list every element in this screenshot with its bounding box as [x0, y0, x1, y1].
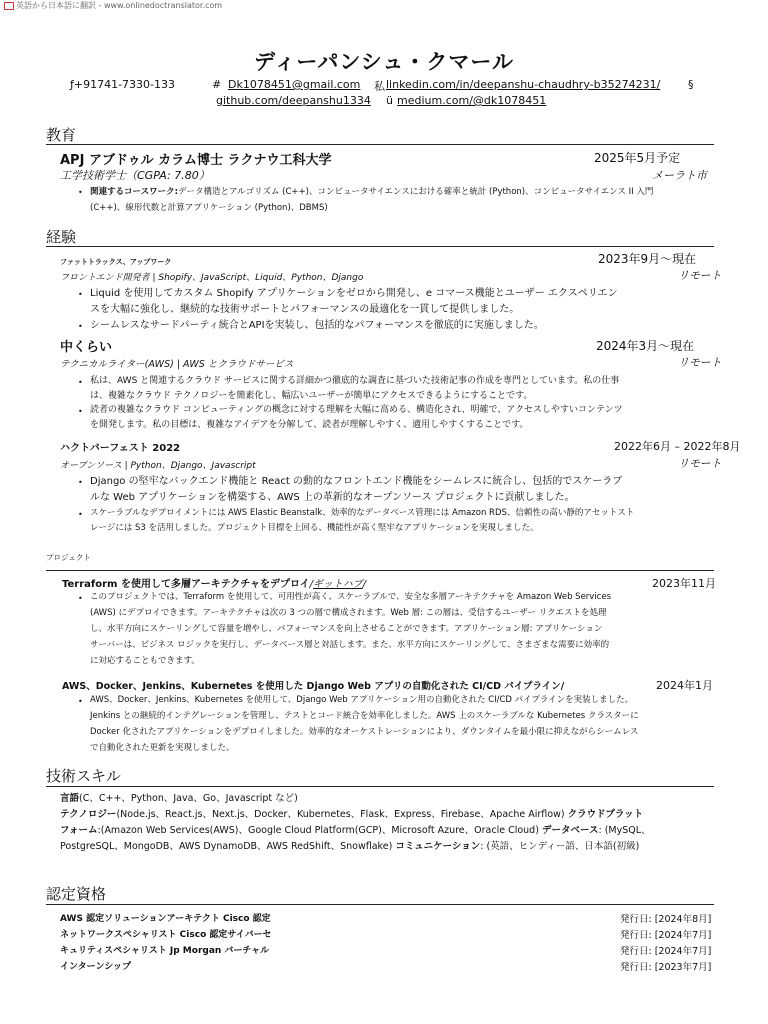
- project-line: このプロジェクトでは、Terraform を使用して、可用性が高く、スケーラブルで、安全な多層アーキテクチャを Amazon Web Services: [90, 592, 612, 602]
- project-title: Terraform を使用して多層アーキテクチャをデプロイ/ギットハブ/: [62, 579, 366, 590]
- job-bullet-line: を開発します。私の目標は、複雑なアイデアを分解して、読者が理解しやすく、適用しやすくすることです。: [90, 420, 529, 430]
- job-date: 2022年6月 – 2022年8月: [614, 440, 741, 453]
- medium-link[interactable]: medium.com/@dk1078451: [397, 94, 547, 107]
- skill-values: (C、C++、Python、Java、Go、Javascript など): [79, 793, 298, 804]
- banner-text: 英語から日本語に翻訳 - www.onlinedoctranslator.com: [16, 1, 223, 10]
- skill-label: 言語: [60, 793, 80, 804]
- job-bullet-line: スケーラブルなデプロイメントには AWS Elastic Beanstalk、効率的なデータベース管理には Amazon RDS、信頼性の高い静的アセットスト: [90, 508, 635, 518]
- bullet: •: [78, 478, 83, 487]
- school-name: APJ アブドゥル カラム博士 ラクナウ工科大学: [60, 153, 332, 168]
- project-line: に対応することもできます。: [90, 656, 200, 666]
- project-line: (AWS) にデプロイできます。アーキテクチャは次の 3 つの層で構成されます。Web 層: この層は、受信するユーザー リクエストを処理: [90, 608, 607, 618]
- experience-heading: 経験: [46, 228, 77, 246]
- job-bullet-line: ルな Web アプリケーションを構築する、AWS 上の革新的なオープンソース プロジェクトに貢献しました。: [90, 492, 575, 503]
- linkedin-link[interactable]: linkedin.com/in/deepanshu-chaudhry-b35274231/: [386, 78, 661, 91]
- cert-name: インターンシップ: [60, 962, 132, 972]
- job-bullet-line: レージには S3 を活用しました。プロジェクト目標を上回る、機能性が高く堅牢なアプリケーションを実現しました。: [90, 523, 539, 533]
- job-date: 2023年9月〜現在: [598, 252, 697, 266]
- coursework-text: データ構造とアルゴリズム (C++)、コンピュータサイエンスにおける確率と統計 (Python)、コンピュータサイエンス II 入門: [177, 187, 654, 197]
- job-bullet-line: 私は、AWS と関連するクラウド サービスに関する詳細かつ徹底的な調査に基づいた技術記事の作成を専門としています。私の仕事: [90, 376, 620, 386]
- skills-line: [60, 807, 643, 823]
- bullet: •: [78, 188, 83, 197]
- coursework-line-2: (C++)、線形代数と計算アプリケーション (Python)、DBMS): [90, 203, 328, 213]
- skills-line: [60, 791, 298, 807]
- email-icon: #: [212, 78, 222, 91]
- bullet: •: [78, 594, 83, 603]
- project-line: Docker 化されたアプリケーションをデプロイしました。効率的なオーケストレーションにより、ダウンタイムを最小限に抑えながらシームレス: [90, 727, 639, 737]
- skills-heading: 技術スキル: [46, 767, 121, 785]
- phone-number: ƒ+91741-7330-133: [70, 78, 176, 91]
- bullet: •: [78, 322, 83, 331]
- project-line: し、水平方向にスケーリングして容量を増やし、パフォーマンスを向上させることができます。アプリケーション層: アプリケーション: [90, 624, 603, 634]
- skill-label: フォーム: [60, 825, 98, 836]
- cert-date: 発行日: [2023年7月]: [620, 962, 712, 973]
- bullet: •: [78, 407, 83, 416]
- company-name: ハクトバーフェスト 2022: [60, 443, 181, 454]
- skills-line: [60, 839, 639, 855]
- job-location: リモート: [678, 269, 722, 282]
- job-bullet-line: は、複雑なクラウド テクノロジーを簡素化し、幅広いユーザーが簡単にアクセスできるようにすることです。: [90, 391, 533, 401]
- skill-values: PostgreSQL、MongoDB、AWS DynamoDB、AWS RedShift、Snowflake): [60, 841, 393, 852]
- bullet: •: [78, 290, 83, 299]
- job-bullet-line: シームレスなサードパーティ統合とAPIを実装し、包括的なパフォーマンスを徹底的に実施しました。: [90, 320, 544, 331]
- medium-icon: ü: [386, 94, 393, 107]
- project-line: サーバーは、ビジネス ロジックを実行し、データベース層と対話します。また、水平方向にスケーリングして、さまざまな需要に効率的: [90, 640, 610, 650]
- cert-date: 発行日: [2024年8月]: [620, 914, 712, 925]
- section-divider: [46, 904, 714, 905]
- skill-label: テクノロジー: [60, 809, 117, 820]
- email-link[interactable]: Dk1078451@gmail.com: [228, 78, 361, 91]
- project-line: AWS、Docker、Jenkins、Kubernetes を使用して、Django Web アプリケーション用の自動化された CI/CD パイプラインを実装しました。: [90, 695, 634, 705]
- section-divider: [46, 570, 714, 571]
- project-title: AWS、Docker、Jenkins、Kubernetes を使用した Django Web アプリの自動化された CI/CD パイプライン/: [62, 681, 565, 692]
- skills-line: [60, 823, 651, 839]
- skill-values: :(Amazon Web Services(AWS)、Google Cloud Platform(GCP)、Microsoft Azure、Oracle Cloud): [97, 825, 539, 836]
- skill-label: データベース: [541, 825, 599, 836]
- bullet: •: [78, 697, 83, 706]
- project-date: 2023年11月: [652, 577, 716, 590]
- project-date: 2024年1月: [656, 679, 713, 692]
- degree: 工学技術学士（CGPA: 7.80）: [60, 169, 210, 182]
- cert-date: 発行日: [2024年7月]: [620, 930, 712, 941]
- company-name: ファットトラックス、アップワーク: [60, 258, 172, 266]
- company-name: 中くらい: [60, 340, 113, 355]
- cert-name: キュリティスペシャリスト Jp Morgan バーチャル: [60, 946, 270, 956]
- coursework-line-1: [90, 185, 653, 200]
- skill-values: (Node.js、React.js、Next.js、Docker、Kubernetes、Flask、Express、Firebase、Apache Airflow): [116, 809, 565, 820]
- skill-label: クラウドプラット: [567, 809, 644, 820]
- job-role: テクニカルライター(AWS) | AWS とクラウドサービス: [60, 359, 294, 370]
- cert-name: ネットワークスペシャリスト Cisco 認定サイバーセ: [60, 930, 272, 940]
- translator-banner[interactable]: [4, 0, 222, 11]
- job-date: 2024年3月〜現在: [596, 339, 695, 353]
- education-heading: 教育: [46, 126, 77, 144]
- skill-label: コミュニケーション: [395, 841, 481, 852]
- skill-values: : (英語、ヒンディー語、日本語(初級): [480, 841, 640, 852]
- job-bullet-line: 読者の複雑なクラウド コンピューティングの概念に対する理解を大幅に高める、構造化され、明確で、アクセスしやすいコンテンツ: [90, 405, 623, 415]
- translate-icon: [4, 2, 14, 10]
- education-date: 2025年5月予定: [594, 151, 681, 165]
- github-project-link[interactable]: ギットハブ: [313, 579, 363, 590]
- github-link[interactable]: github.com/deepanshu1334: [216, 94, 371, 107]
- education-location: メーラト市: [652, 169, 707, 182]
- project-title-text: Terraform を使用して多層アーキテクチャをデプロイ: [62, 579, 310, 590]
- bullet: •: [78, 378, 83, 387]
- linkedin-icon: 私: [374, 80, 385, 93]
- coursework-label: 関連するコースワーク:: [90, 187, 178, 197]
- github-icon: §: [688, 78, 694, 91]
- project-line: で自動化された更新を実現しました。: [90, 743, 235, 753]
- project-line: Jenkins との継続的インテグレーションを管理し、テストとコード統合を効率化しました。AWS 上のスケーラブルな Kubernetes クラスターに: [90, 711, 639, 721]
- job-location: リモート: [678, 356, 722, 369]
- section-divider: [46, 144, 714, 145]
- job-location: リモート: [678, 457, 722, 470]
- skill-values: : (MySQL、: [598, 825, 651, 836]
- section-divider: [46, 246, 714, 247]
- candidate-name: ディーパンシュ・クマール: [254, 50, 514, 74]
- job-role: フロントエンド開発者 | Shopify、JavaScript、Liquid、Python、Django: [60, 273, 364, 283]
- cert-date: 発行日: [2024年7月]: [620, 946, 712, 957]
- job-bullet-line: スを大幅に強化し、継続的な技術サポートとパフォーマンスの最適化を一貫して提供しました。: [90, 304, 520, 315]
- certifications-heading: 認定資格: [46, 885, 107, 903]
- job-bullet-line: Django の堅牢なバックエンド機能と React の動的なフロントエンド機能をシームレスに統合し、包括的でスケーラブ: [90, 476, 623, 487]
- section-divider: [46, 786, 714, 787]
- bullet: •: [78, 510, 83, 519]
- cert-name: AWS 認定ソリューションアーキテクト Cisco 認定: [60, 914, 271, 924]
- job-role: オープンソース | Python、Django、Javascript: [60, 461, 256, 471]
- job-bullet-line: Liquid を使用してカスタム Shopify アプリケーションをゼロから開発し、e コマース機能とユーザー エクスペリエン: [90, 288, 618, 299]
- projects-heading: プロジェクト: [46, 553, 91, 562]
